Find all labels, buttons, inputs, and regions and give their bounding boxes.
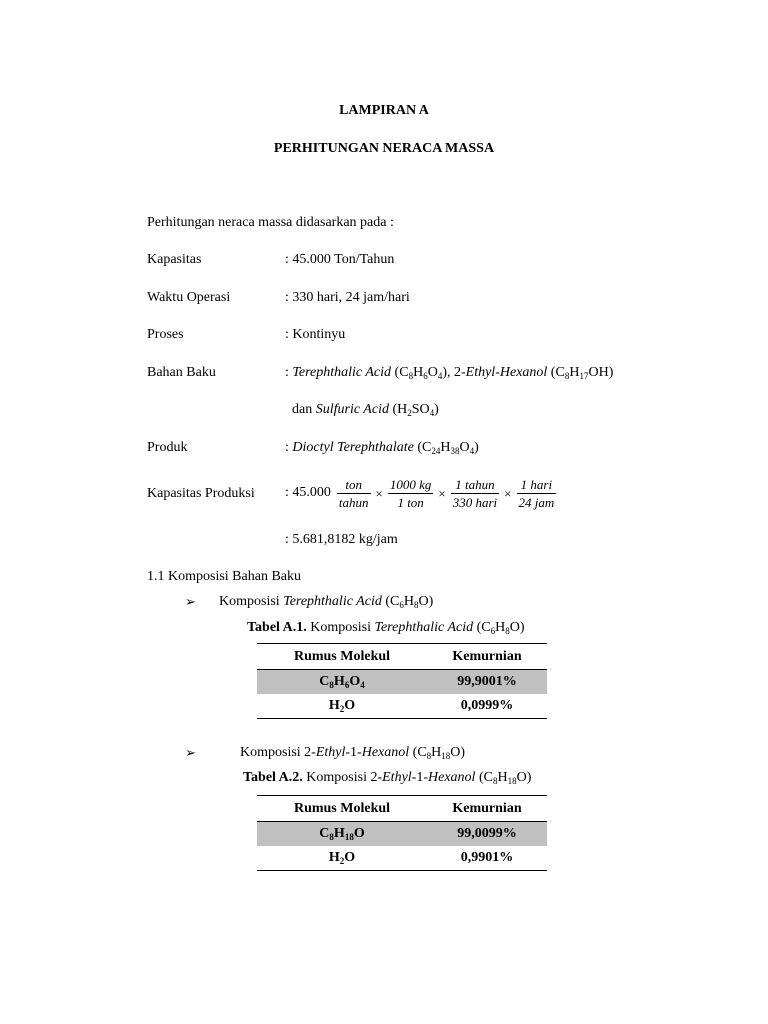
table2-caption-text: Komposisi 2- (302, 770, 383, 785)
item2-name-b: Hexanol (361, 745, 410, 760)
bahan-sep: , 2- (446, 365, 466, 380)
item1-prefix: Komposisi (219, 594, 284, 609)
kapasitas-label: Kapasitas (147, 252, 202, 267)
produk-name: Dioctyl Terephthalate (292, 440, 414, 455)
table2-header-rumus: Rumus Molekul (257, 796, 427, 822)
fraction-row (336, 478, 557, 509)
kapasitas-produksi-equation (285, 475, 557, 511)
item1-formula: $(C_6H_8O)$ (385, 594, 434, 610)
section-heading: 1.1 Komposisi Bahan Baku (147, 569, 301, 584)
item2-mid: -1- (345, 745, 362, 760)
page-subtitle: PERHITUNGAN NERACA MASSA (273, 141, 495, 156)
table2-cell-purity: 0,9901% (427, 846, 547, 871)
fraction-denominator: 24 jam (518, 494, 555, 510)
fraction-numerator: 1 hari (517, 478, 557, 494)
table1-caption-text: Komposisi (306, 620, 375, 635)
table-row (257, 822, 547, 847)
times-operator: × (438, 485, 446, 501)
times-operator: × (375, 485, 383, 501)
table2-caption-label: Tabel A.2. (243, 770, 303, 785)
table1-cell-purity: 99,9001% (427, 670, 547, 695)
table2-caption-formula: $(C_8H_{18}O)$ (478, 770, 532, 786)
waktu-label: Waktu Operasi (147, 290, 231, 305)
produk-colon: : (285, 440, 293, 455)
bahan-item1-name: Terephthalic Acid (292, 365, 392, 380)
bahan-item3-name: Sulfuric Acid (315, 402, 389, 417)
table1-cell-purity: 0,0999% (427, 694, 547, 719)
bahan-colon: : (285, 365, 293, 380)
equation-prefix: : 45.000 (285, 485, 331, 500)
item1-name: Terephthalic Acid (283, 594, 382, 609)
produk-value (285, 441, 479, 455)
table-2 (257, 795, 547, 871)
table2-caption-name-a: Ethyl (382, 770, 412, 785)
table2-cell-purity: 99,0099% (427, 822, 547, 847)
bahan-value (285, 366, 613, 380)
fraction-denominator: 330 hari (452, 494, 498, 510)
fraction (388, 478, 434, 509)
bahan-item1-formula: $(C_8H_6O_4)$ (394, 365, 447, 381)
fraction-denominator: 1 ton (397, 494, 424, 510)
produk-label: Produk (147, 440, 188, 455)
produk-formula: $(C_{24}H_{38}O_4)$ (417, 440, 479, 456)
table-row (257, 694, 547, 719)
table1-header-kemurnian: Kemurnian (427, 644, 547, 670)
kapasitas-value: : 45.000 Ton/Tahun (285, 252, 395, 267)
bahan-line2-prefix: dan (292, 402, 316, 417)
bahan-value-line2 (292, 403, 439, 417)
table1-cell-formula: $C_8H_6O_4$ (257, 670, 427, 695)
table1-caption (247, 621, 525, 635)
fraction (337, 478, 371, 509)
item2-prefix: Komposisi 2- (240, 745, 316, 760)
table1-caption-label: Tabel A.1. (247, 620, 307, 635)
bahan-label: Bahan Baku (147, 365, 216, 380)
page-title: LAMPIRAN A (339, 103, 429, 118)
intro-text: Perhitungan neraca massa didasarkan pada : (147, 215, 394, 230)
table2-caption-mid: -1- (411, 770, 428, 785)
fraction-numerator: ton (337, 478, 371, 494)
fraction (451, 478, 499, 509)
fraction-numerator: 1000 kg (389, 476, 432, 492)
item2-name-a: Ethyl (315, 745, 346, 760)
fraction-denominator: tahun (338, 494, 369, 510)
table2-header-row (257, 796, 547, 822)
item1-heading (219, 595, 433, 609)
proses-value: : Kontinyu (285, 327, 346, 342)
table2-header-kemurnian: Kemurnian (427, 796, 547, 822)
table2-cell-formula: $H_2O$ (257, 846, 427, 871)
kapasitas-produksi-result: : 5.681,8182 kg/jam (285, 532, 398, 547)
fraction (517, 478, 557, 509)
table-row (257, 846, 547, 871)
table1-header-row (257, 644, 547, 670)
bullet-arrow-icon: ➢ (185, 594, 196, 609)
table2-caption-name-b: Hexanol (428, 770, 476, 785)
table-1 (257, 643, 547, 719)
table1-cell-formula: $H_2O$ (257, 694, 427, 719)
kapasitas-produksi-label: Kapasitas Produksi (147, 486, 255, 501)
times-operator: × (504, 485, 512, 501)
table1-caption-formula: $(C_6H_8O)$ (476, 620, 525, 636)
table1-caption-name: Terephthalic Acid (374, 620, 474, 635)
bahan-item2-formula: $(C_8H_{17}OH)$ (550, 365, 614, 381)
table-row (257, 670, 547, 695)
bahan-item3-formula: $(H_2SO_4)$ (392, 402, 439, 418)
waktu-value: : 330 hari, 24 jam/hari (285, 290, 410, 305)
bullet-arrow-icon: ➢ (185, 745, 196, 760)
proses-label: Proses (147, 327, 184, 342)
item2-heading (240, 746, 465, 760)
table2-caption (243, 771, 531, 785)
table2-cell-formula: $C_8H_{18}O$ (257, 822, 427, 847)
table1-header-rumus: Rumus Molekul (257, 644, 427, 670)
item2-formula: $(C_8H_{18}O)$ (412, 745, 466, 761)
fraction-numerator: 1 tahun (451, 478, 499, 494)
bahan-item2-name: Ethyl-Hexanol (465, 365, 548, 380)
